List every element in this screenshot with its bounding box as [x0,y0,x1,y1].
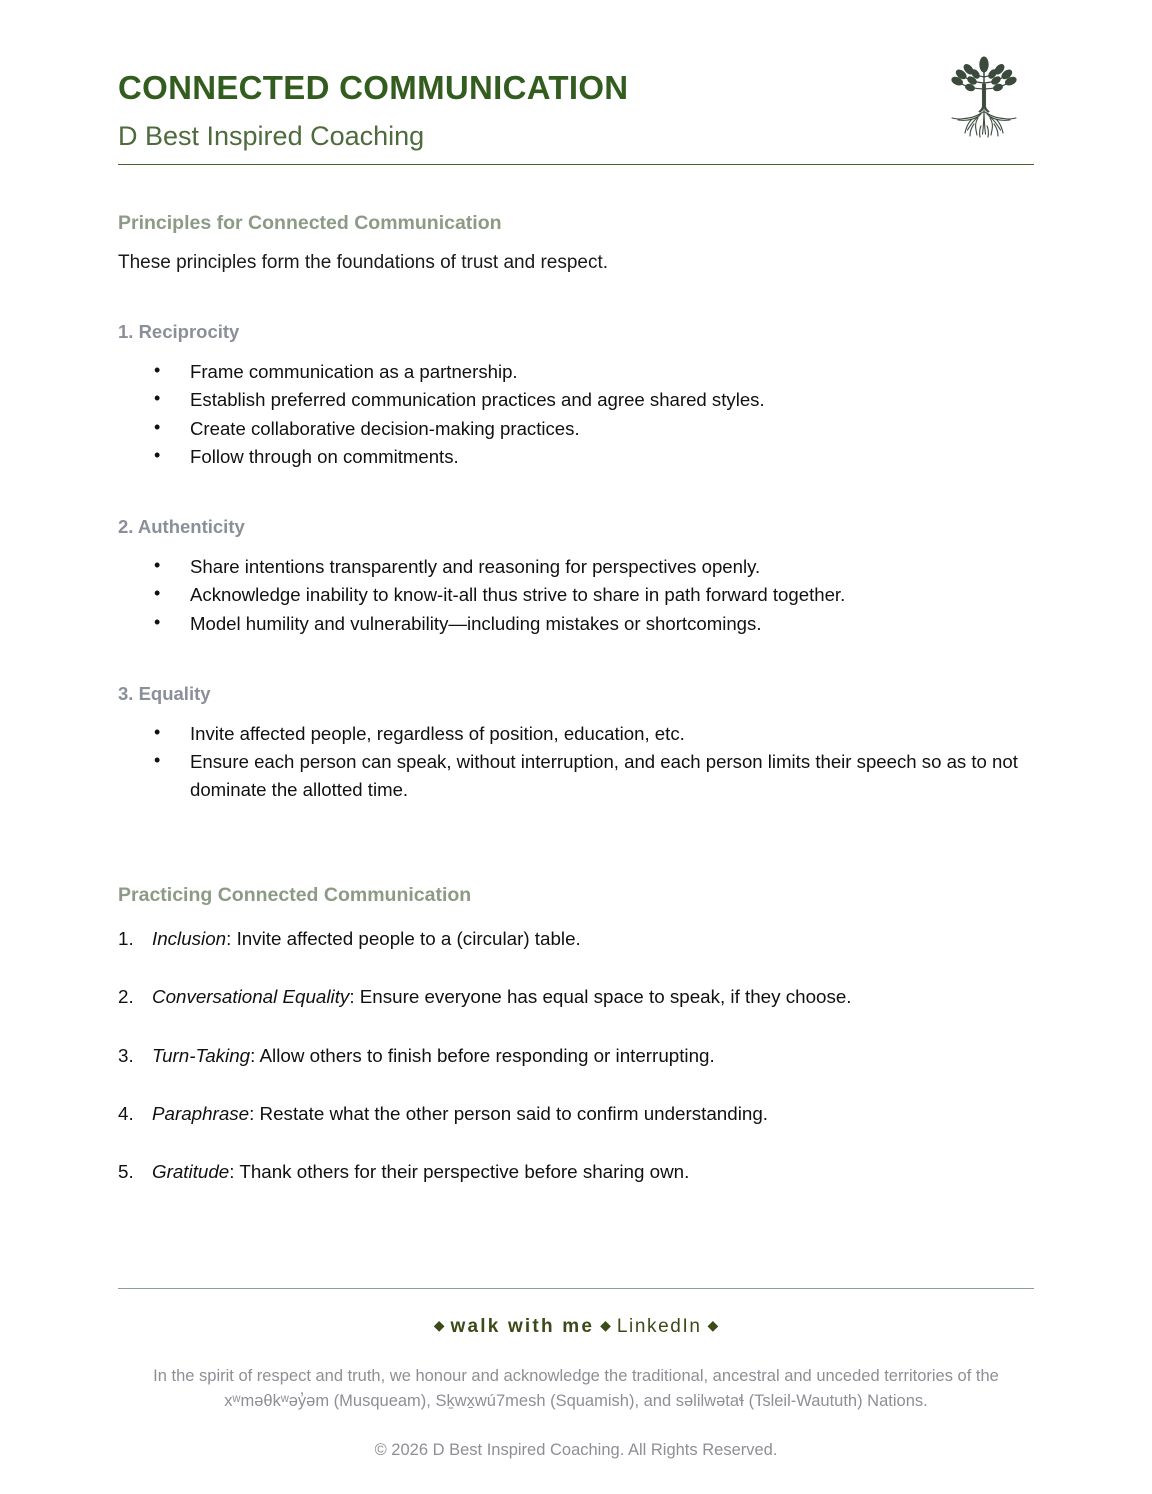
land-acknowledgement-line-2: xʷməθkʷəy̓əm (Musqueam), Sḵwx̱wú7mesh (Squamish), and səlilwətaɬ (Tsleil-Waututh) Nations. [224,1392,928,1411]
document-header [118,0,1034,165]
footer-links [118,1316,1034,1338]
section-heading-practicing: Practicing Connected Communication [118,883,472,906]
footer-divider [118,1288,1034,1289]
page-subtitle: D Best Inspired Coaching [118,121,425,152]
diamond-bullet-icon: ◆ [433,1316,445,1333]
practice-term: Conversational Equality [152,986,350,1008]
section-heading-principles: Principles for Connected Communication [118,211,502,234]
list-item: • Follow through on commitments. [118,443,1034,471]
list-item [118,1043,1034,1069]
list-item: • Acknowledge inability to know-it-all thus strive to share in path forward together. [118,581,1034,609]
diamond-bullet-icon: ◆ [600,1316,611,1333]
list-item: • Invite affected people, regardless of position, education, etc. [118,720,1034,748]
bullet-list-equality [118,720,1034,805]
tree-with-roots-icon [934,48,1034,148]
practice-term: Inclusion [152,927,227,949]
subheading-authenticity: 2. Authenticity [118,516,245,538]
list-item: • Ensure each person can speak, without interruption, and each person limits their speech so as to not dominate the allotted time. [118,748,1034,805]
list-item [118,926,1034,952]
practice-text: : Invite affected people to a (circular) table. [226,927,581,949]
page-title: CONNECTED COMMUNICATION [118,69,629,106]
practicing-section [118,883,1034,1186]
diamond-bullet-icon: ◆ [707,1316,719,1333]
practice-text: : Restate what the other person said to confirm understanding. [249,1102,768,1124]
list-item: • Create collaborative decision-making practices. [118,415,1034,443]
bullet-list-authenticity [118,553,1034,638]
practice-text: : Ensure everyone has equal space to speak, if they choose. [349,986,852,1008]
document-content [118,165,1034,1186]
practice-term: Paraphrase [152,1102,250,1124]
principles-intro-text: These principles form the foundations of trust and respect. [118,252,609,274]
land-acknowledgement-line-1: In the spirit of respect and truth, we honour and acknowledge the traditional, ancestral and unceded territories of the [153,1366,999,1385]
list-item: • Frame communication as a partnership. [118,358,1034,386]
practice-text: : Thank others for their perspective before sharing own. [229,1161,690,1183]
list-item [118,1159,1034,1185]
land-acknowledgement [118,1364,1034,1415]
linkedin-link[interactable]: LinkedIn [616,1315,702,1337]
header-text-block [118,70,1034,152]
list-item: • Model humility and vulnerability—including mistakes or shortcomings. [118,610,1034,638]
header-divider [118,164,1034,165]
numbered-list-practicing [118,926,1034,1186]
list-item [118,984,1034,1010]
practice-term: Turn-Taking [152,1044,251,1066]
practice-term: Gratitude [152,1161,230,1183]
copyright-text: © 2026 D Best Inspired Coaching. All Rights Reserved. [374,1441,778,1459]
subheading-equality: 3. Equality [118,682,211,704]
document-footer [118,1288,1034,1460]
walk-with-me-link[interactable]: walk with me [450,1315,595,1337]
practice-text: : Allow others to finish before responding or interrupting. [250,1044,715,1066]
list-item [118,1101,1034,1127]
list-item: • Share intentions transparently and reasoning for perspectives openly. [118,553,1034,581]
bullet-list-reciprocity [118,358,1034,471]
subheading-reciprocity: 1. Reciprocity [118,320,240,342]
list-item: • Establish preferred communication practices and agree shared styles. [118,386,1034,414]
